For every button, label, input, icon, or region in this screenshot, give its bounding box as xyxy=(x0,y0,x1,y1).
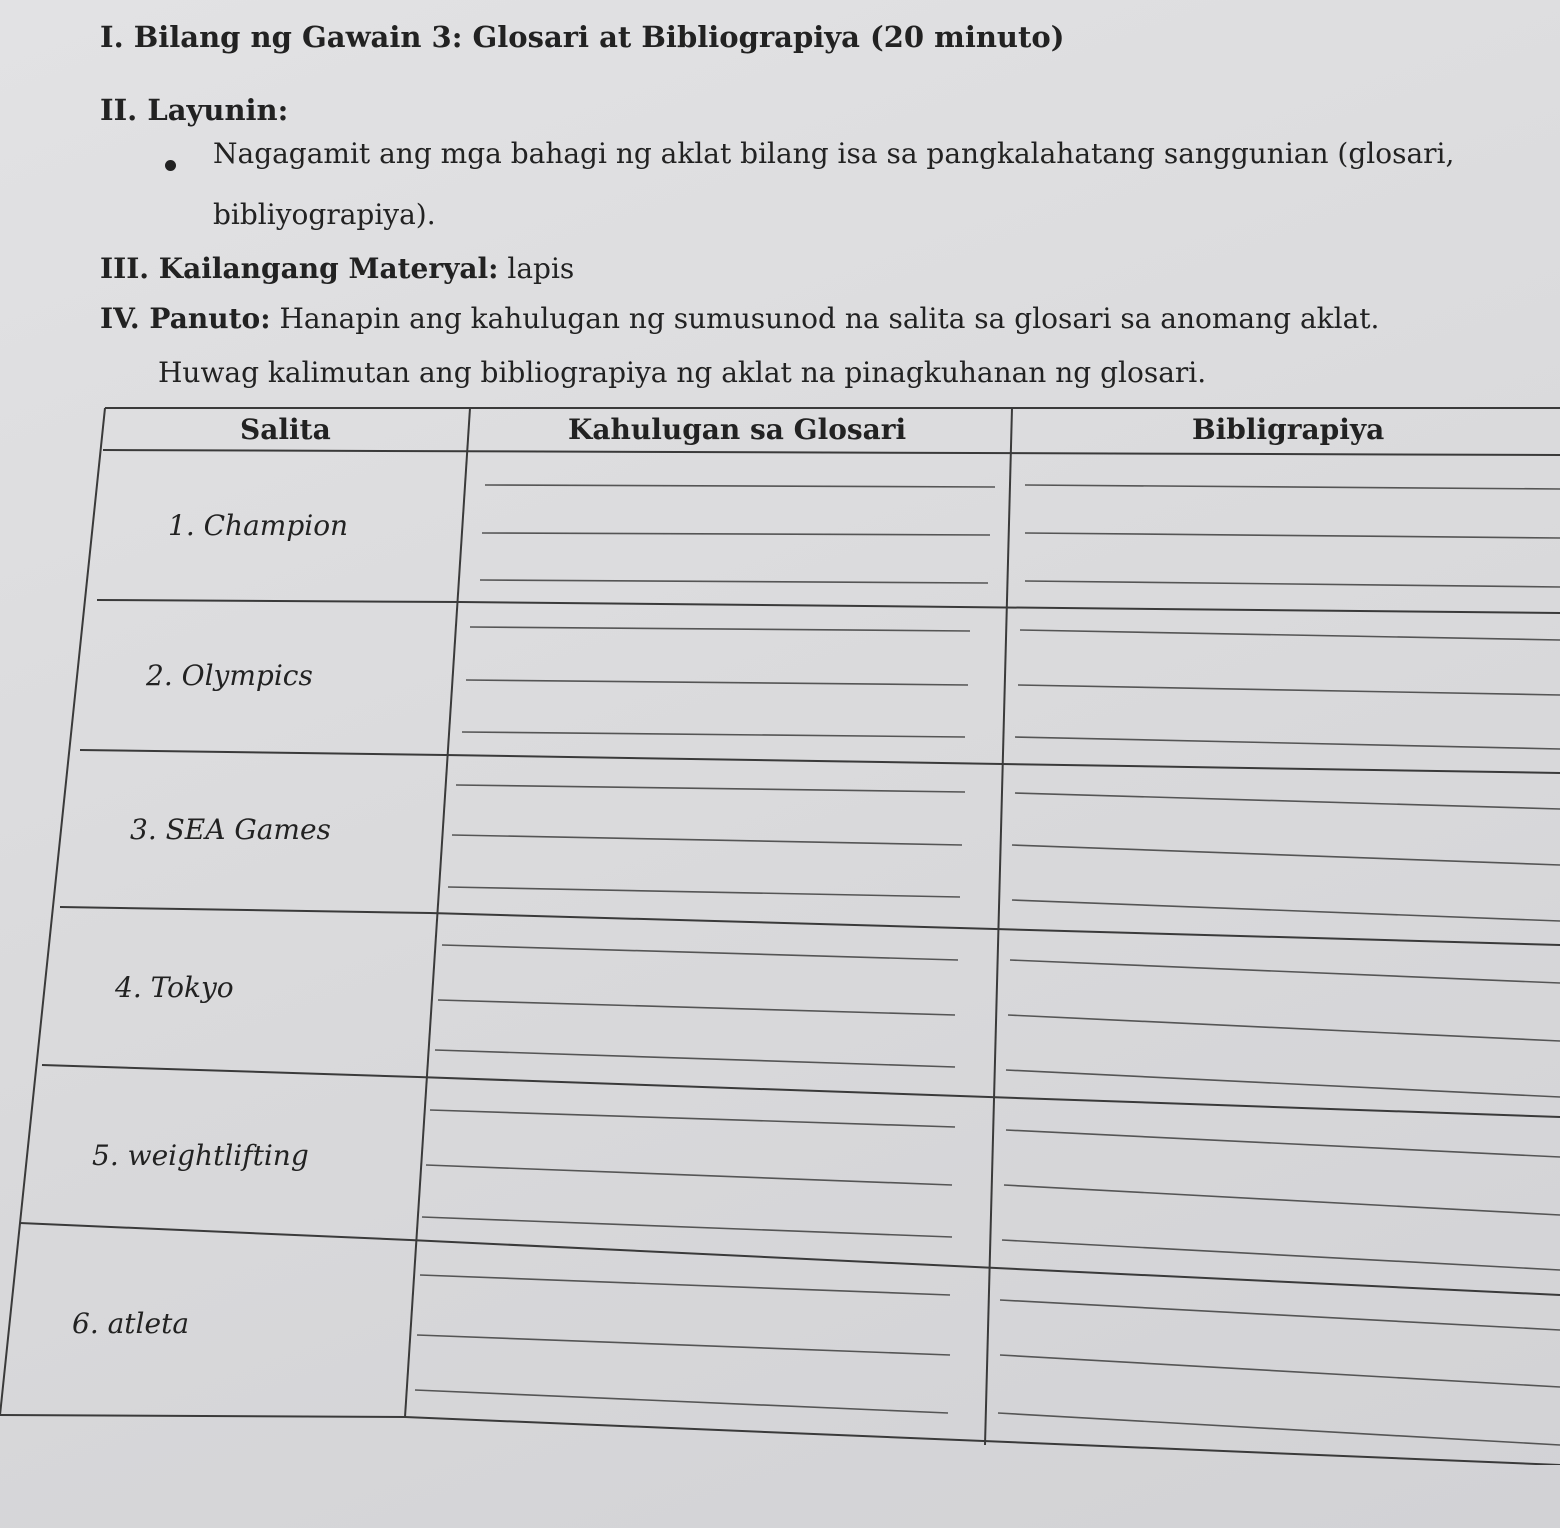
bullet-icon xyxy=(165,160,176,171)
panuto-text-line-1: Hanapin ang kahulugan ng sumusunod na salita sa glosari sa anomang aklat. xyxy=(279,302,1380,335)
materyal-line xyxy=(100,252,574,285)
column-header-salita: Salita xyxy=(240,413,331,446)
activity-title: I. Bilang ng Gawain 3: Glosari at Bibliograpiya (20 minuto) xyxy=(100,20,1065,54)
layunin-heading: II. Layunin: xyxy=(100,93,289,127)
column-header-bibligrapiya: Bibligrapiya xyxy=(1192,413,1385,446)
table-row-word: 2. Olympics xyxy=(146,659,313,692)
table-row-word: 1. Champion xyxy=(168,509,349,542)
materyal-label: III. Kailangang Materyal: xyxy=(100,252,499,285)
layunin-text-line-1: Nagagamit ang mga bahagi ng aklat bilang isa sa pangkalahatang sanggunian (glosari, xyxy=(213,137,1455,170)
materyal-value: lapis xyxy=(507,252,575,285)
table-row-word: 6. atleta xyxy=(72,1307,190,1340)
panuto-label: IV. Panuto: xyxy=(100,302,271,335)
layunin-text-line-2: bibliyograpiya). xyxy=(213,198,436,231)
glosari-table xyxy=(0,405,1560,1465)
table-grid xyxy=(0,405,1560,1465)
panuto-text-line-2: Huwag kalimutan ang bibliograpiya ng aklat na pinagkuhanan ng glosari. xyxy=(158,356,1207,389)
table-row-word: 4. Tokyo xyxy=(115,971,234,1004)
panuto-line xyxy=(100,302,1379,335)
table-row-word: 5. weightlifting xyxy=(92,1139,309,1172)
column-header-kahulugan: Kahulugan sa Glosari xyxy=(568,413,907,446)
table-row-word: 3. SEA Games xyxy=(130,813,331,846)
